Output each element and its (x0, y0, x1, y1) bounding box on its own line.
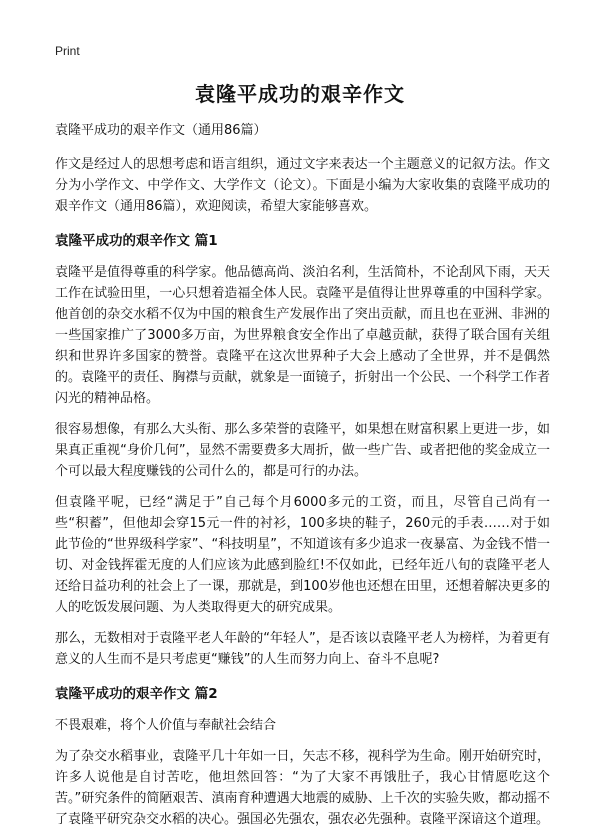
section-heading-2: 袁隆平成功的艰辛作文 篇2 (55, 686, 218, 702)
section1-paragraph-1: 袁隆平是值得尊重的科学家。他品德高尚、淡泊名利，生活简朴，不论刮风下雨，天天工作在试验田里，一心只想着造福全体人民。袁隆平是值得让世界尊重的中国科学家。他首创的杂交水稻不仅为中国的粮食生产发展作出了突出贡献，而且也在亚洲、非洲的一些国家推广了3000多万亩，为世界粮食安全作出了卓越贡献，获得了联合国有关组织和世界许多国家的赞誉。袁隆平在这次世界种子大会上感动了全世界，并不是偶然的。袁隆平的责任、胸襟与贡献，就象是一面镜子，折射出一个公民、一个科学工作者闪光的精神品格。 (55, 265, 550, 406)
page-title: 袁隆平成功的艰辛作文 (195, 82, 405, 106)
section-heading-1: 袁隆平成功的艰辛作文 篇1 (55, 233, 218, 249)
article-body (55, 120, 550, 830)
section2-paragraph-1: 不畏艰难，将个人价值与奉献社会结合 (55, 718, 277, 733)
article-subtitle: 袁隆平成功的艰辛作文（通用86篇） (55, 123, 267, 138)
section2-paragraph-2: 为了杂交水稻事业，袁隆平几十年如一日，矢志不移，视科学为生命。刚开始研究时，许多人说他是自讨苦吃，他坦然回答：“为了大家不再饿肚子，我心甘情愿吃这个苦。”研究条件的简陋艰苦、滇南育种遭遇大地震的威胁、上千次的实验失败，都动摇不了袁隆平研究杂交水稻的决心。强国必先强农，强农必先强种。袁隆平深谙这个道理。 (55, 749, 550, 827)
print-label[interactable]: Print (55, 44, 80, 58)
section1-paragraph-2: 很容易想像，有那么大头衔、那么多荣誉的袁隆平，如果想在财富积累上更进一步，如果真正重视“身价几何”，显然不需要费多大周折，做一些广告、或者把他的奖金成立一个可以最大程度赚钱的公司什么的，都是可行的办法。 (55, 422, 550, 479)
intro-paragraph: 作文是经过人的思想考虑和语言组织，通过文字来表达一个主题意义的记叙方法。作文分为小学作文、中学作文、大学作文（论文）。下面是小编为大家收集的袁隆平成功的艰辛作文（通用86篇），欢迎阅读，希望大家能够喜欢。 (55, 157, 550, 214)
section1-paragraph-4: 那么，无数相对于袁隆平老人年龄的“年轻人”，是否该以袁隆平老人为榜样，为着更有意义的人生而不是只考虑更“赚钱”的人生而努力向上、奋斗不息呢? (55, 631, 550, 667)
section1-paragraph-3: 但袁隆平呢，已经“满足于”自己每个月6000多元的工资，而且，尽管自己尚有一些“积蓄”，但他却会穿15元一件的衬衫，100多块的鞋子，260元的手表……对于如此节俭的“世界级科学家”、“科技明星”，不知道该有多少追求一夜暴富、为金钱不惜一切、对金钱挥霍无度的人们应该为此感到脸红!不仅如此，已经年近八旬的袁隆平老人还给日益功利的社会上了一课，那就是，到100岁他也还想在田里，还想着解决更多的人的吃饭发展问题、为人类取得更大的研究成果。 (55, 495, 550, 615)
